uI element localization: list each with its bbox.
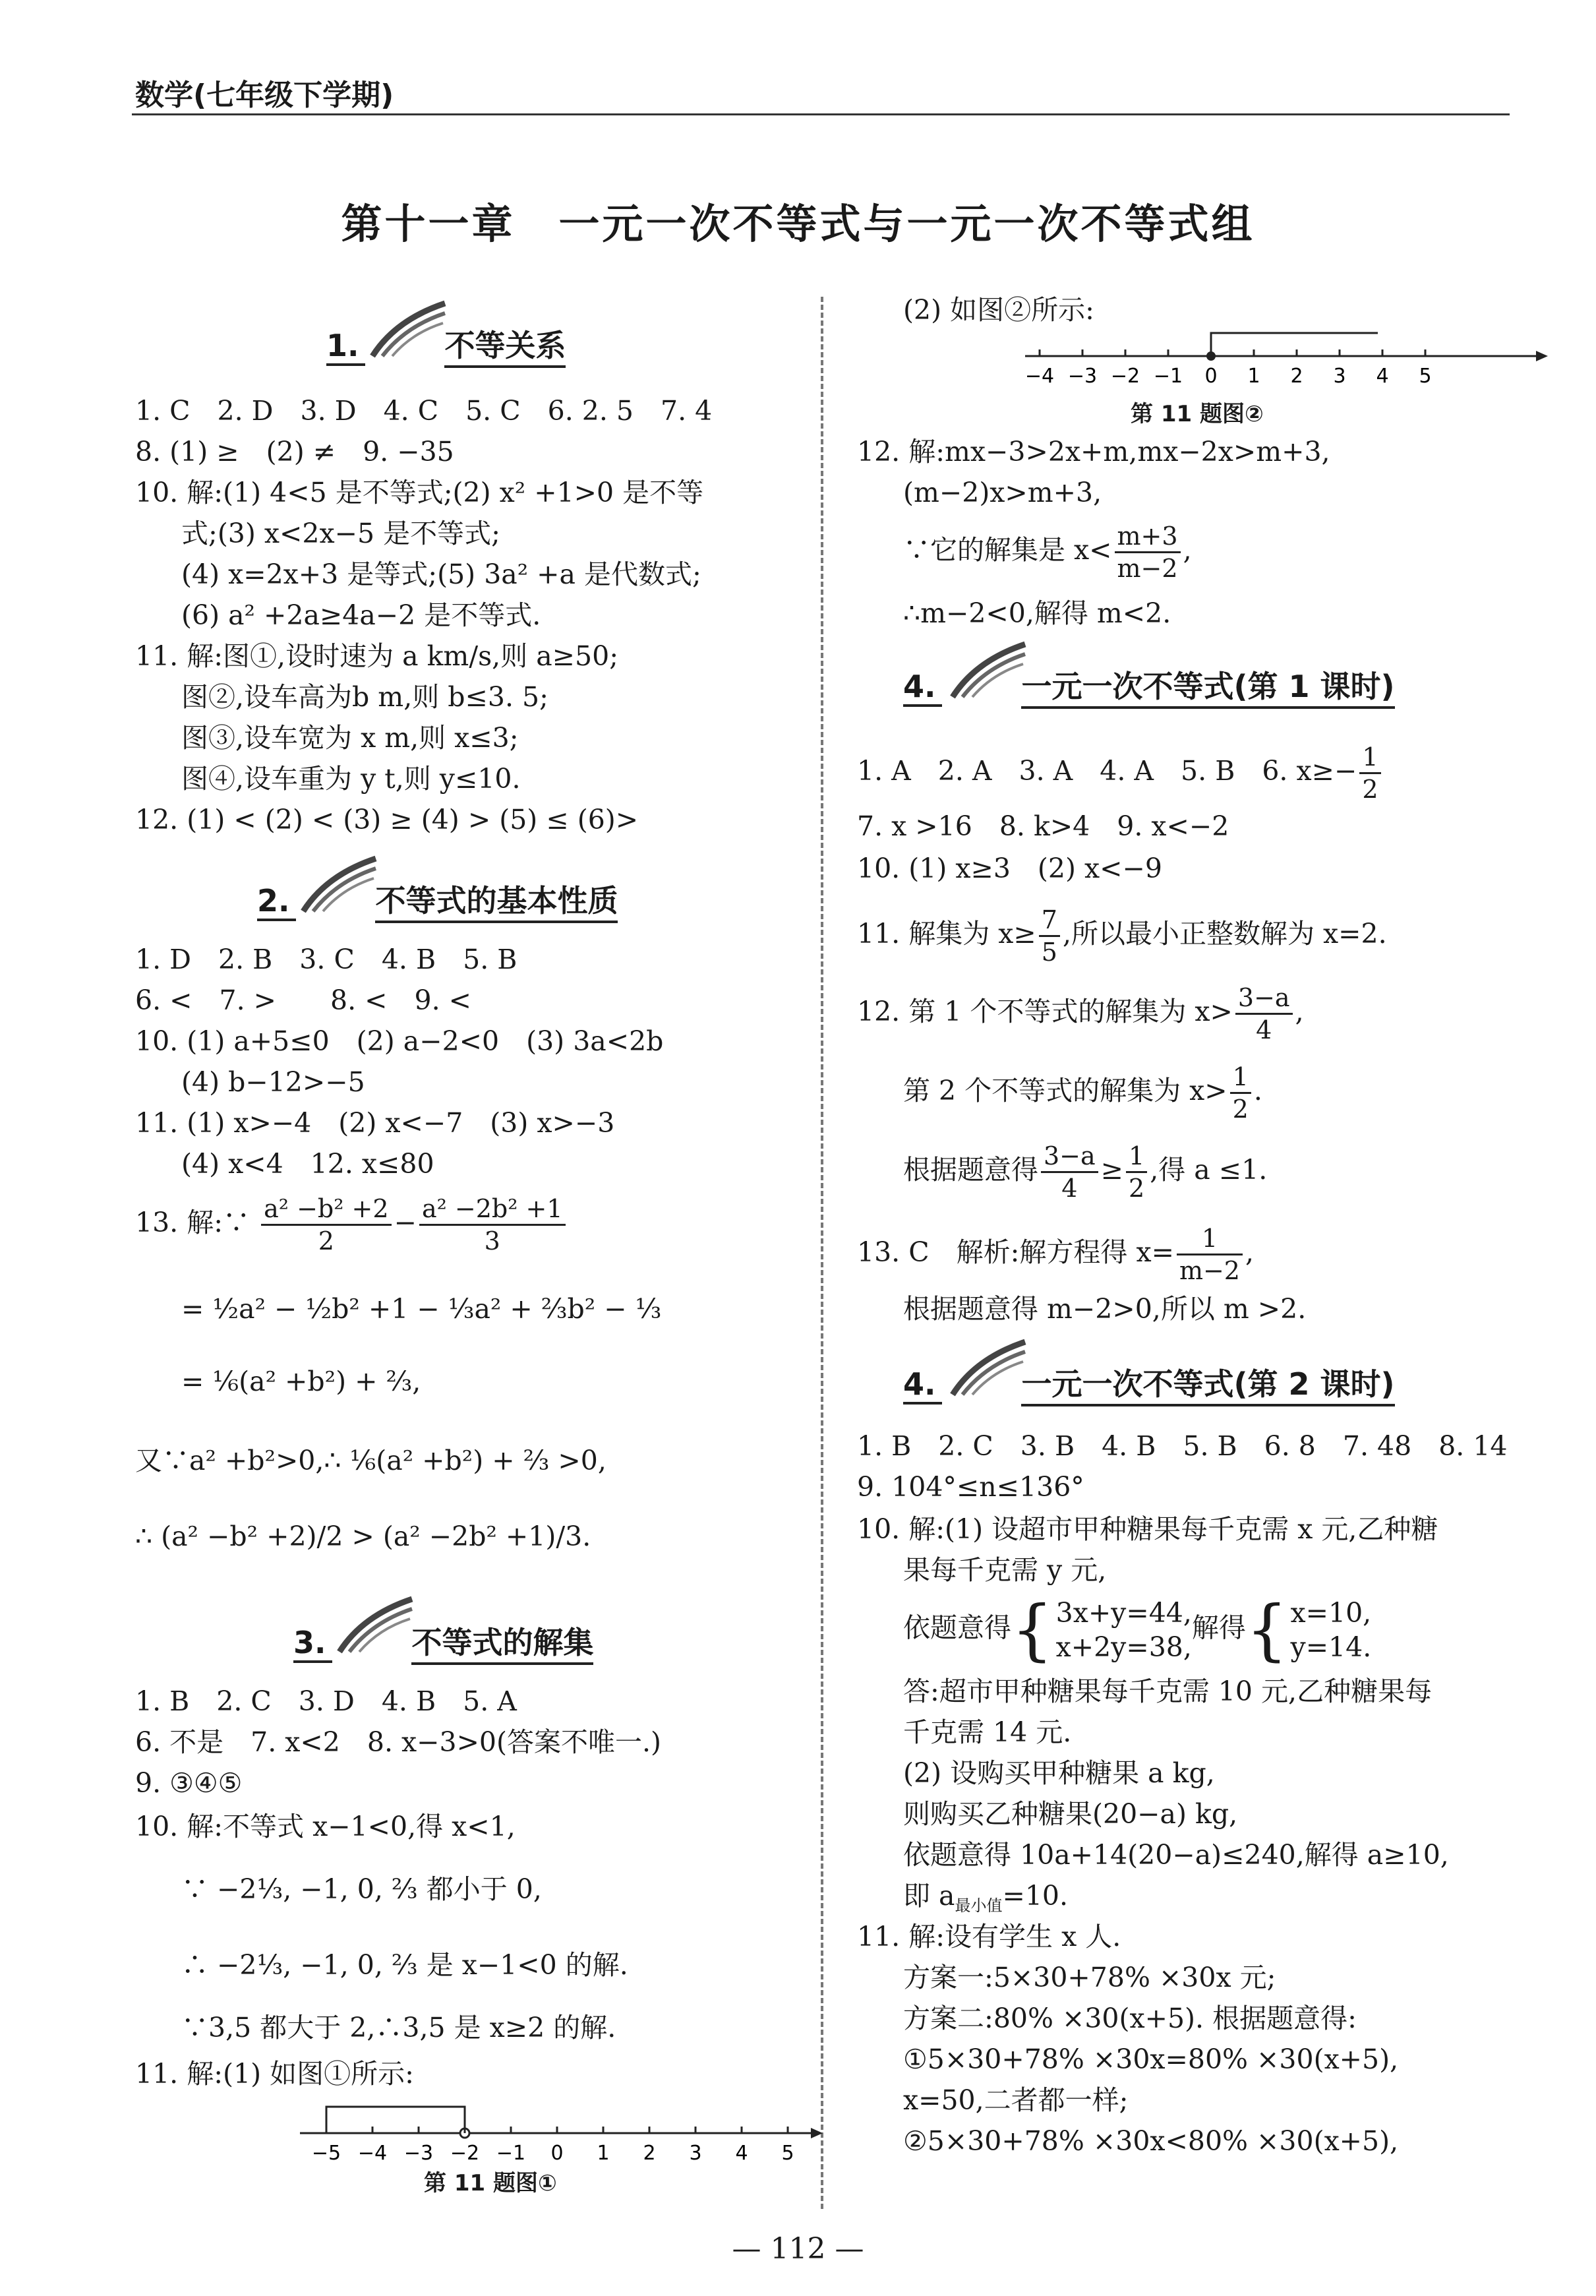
answer-line: 10. 解:不等式 x−1<0,得 x<1, xyxy=(135,1811,516,1842)
axis-tick-label: 2 xyxy=(1290,365,1303,388)
section-title: 一元一次不等式(第 2 课时) xyxy=(1021,1360,1394,1406)
text: 根据题意得 xyxy=(903,1154,1038,1186)
denominator: m−2 xyxy=(1117,554,1178,583)
chapter-title: 第十一章 一元一次不等式与一元一次不等式组 xyxy=(341,200,1255,248)
subscript: 最小值 xyxy=(955,1896,1003,1916)
equation: x+2y=38, xyxy=(1055,1631,1192,1663)
brace-icon: { xyxy=(1011,1591,1053,1668)
answer-line: (2) 如图②所示: xyxy=(903,294,1094,326)
numerator: 1 xyxy=(1177,1223,1243,1255)
swoosh-icon xyxy=(300,855,379,915)
numerator: 1 xyxy=(1359,742,1380,774)
fraction xyxy=(419,1193,566,1256)
swoosh-icon xyxy=(369,300,448,359)
text: 11. 解集为 x≥ xyxy=(857,918,1036,950)
column-divider xyxy=(821,297,823,2209)
numerator: 3−a xyxy=(1235,982,1293,1015)
axis-tick-label: 1 xyxy=(1247,365,1260,388)
denominator: 2 xyxy=(1129,1174,1145,1203)
text: , xyxy=(1295,996,1304,1027)
answer-line: 答:超市甲种糖果每千克需 10 元,乙种糖果每 xyxy=(903,1676,1433,1707)
numerator: 1 xyxy=(1230,1062,1251,1094)
answer-line: ①5×30+78% ×30x=80% ×30(x+5), xyxy=(903,2043,1399,2075)
answer-line: 方案一:5×30+78% ×30x 元; xyxy=(903,1962,1276,1993)
answer-line: 9. ③④⑤ xyxy=(135,1767,243,1799)
numerator: a² −2b² +1 xyxy=(419,1193,566,1226)
answer-line: ∴ −2⅓, −1, 0, ⅔ 是 x−1<0 的解. xyxy=(181,1949,628,1981)
answer-line: ∴m−2<0,解得 m<2. xyxy=(903,597,1171,629)
solution-bracket xyxy=(326,2107,465,2133)
swoosh-icon xyxy=(949,1339,1028,1398)
numerator: a² −b² +2 xyxy=(261,1193,391,1226)
section-number: 4. xyxy=(903,1366,942,1405)
answer-line: 图③,设车宽为 x m,则 x≤3; xyxy=(181,722,519,754)
text: ,所以最小正整数解为 x=2. xyxy=(1062,918,1387,950)
answer-line: 式;(3) x<2x−5 是不等式; xyxy=(181,518,500,549)
equation: 3x+y=44, xyxy=(1055,1597,1192,1629)
text: =10. xyxy=(1002,1880,1069,1912)
text: ,得 a ≤1. xyxy=(1150,1154,1268,1186)
section-title: 不等式的解集 xyxy=(411,1619,593,1665)
answer-line: 果每千克需 y 元, xyxy=(903,1554,1107,1586)
answer-line: 图④,设车重为 y t,则 y≤10. xyxy=(181,763,521,795)
fraction xyxy=(1177,1223,1243,1286)
text: 1. A 2. A 3. A 4. A 5. B 6. x≥− xyxy=(857,755,1357,787)
text: 解得 xyxy=(1191,1612,1246,1644)
fraction xyxy=(261,1193,391,1256)
axis-tick-label: 2 xyxy=(643,2142,656,2165)
denominator: 3 xyxy=(484,1226,500,1255)
equation-line xyxy=(903,1062,1262,1124)
equation: y=14. xyxy=(1290,1631,1372,1663)
book-title: 数学(七年级下学期) xyxy=(135,78,394,112)
denominator: 5 xyxy=(1041,938,1057,967)
text: 依题意得 xyxy=(903,1612,1011,1644)
swoosh-icon xyxy=(336,1596,415,1655)
answer-line: x=50,二者都一样; xyxy=(903,2084,1129,2116)
page-number: — 112 — xyxy=(732,2232,864,2266)
answer-line: 6. < 7. > 8. < 9. < xyxy=(135,984,472,1016)
axis-tick-label: 5 xyxy=(1419,365,1432,388)
equation-system xyxy=(1291,1596,1372,1664)
equation-line: 又∵a² +b²>0,∴ ⅙(a² +b²) + ⅔ >0, xyxy=(135,1445,606,1476)
axis-tick-label: 5 xyxy=(781,2142,794,2165)
answer-line: 12. (1) < (2) < (3) ≥ (4) > (5) ≤ (6)> xyxy=(135,804,639,835)
number-line-figure-1 xyxy=(297,2094,824,2166)
brace-icon: { xyxy=(1245,1591,1288,1668)
answer-line: 10. 解:(1) 4<5 是不等式;(2) x² +1>0 是不等 xyxy=(135,477,704,508)
section-title: 一元一次不等式(第 1 课时) xyxy=(1021,663,1394,709)
answer-line: 11. 解:图①,设时速为 a km/s,则 a≥50; xyxy=(135,640,619,672)
denominator: 2 xyxy=(318,1226,334,1255)
solution-ray xyxy=(1211,333,1378,356)
numerator: m+3 xyxy=(1115,521,1181,553)
answer-line: 1. C 2. D 3. D 4. C 5. C 6. 2. 5 7. 4 xyxy=(135,395,713,427)
text: 即 a xyxy=(903,1880,955,1912)
answer-line: (6) a² +2a≥4a−2 是不等式. xyxy=(181,599,541,631)
answer-line: 8. (1) ≥ (2) ≠ 9. −35 xyxy=(135,436,454,468)
axis-tick-label: −1 xyxy=(1153,365,1183,388)
axis-tick-label: −4 xyxy=(357,2142,388,2165)
axis-tick-label: 4 xyxy=(1376,365,1389,388)
equation: x=10, xyxy=(1290,1597,1372,1629)
answer-line: 10. 解:(1) 设超市甲种糖果每千克需 x 元,乙种糖 xyxy=(857,1513,1438,1545)
equation-line: = ½a² − ½b² +1 − ⅓a² + ⅔b² − ⅓ xyxy=(181,1293,662,1325)
text: 13. 解:∵ xyxy=(135,1207,251,1238)
answer-line: 1. B 2. C 3. B 4. B 5. B 6. 8 7. 48 8. 14 xyxy=(857,1430,1508,1462)
answer-line: 1. D 2. B 3. C 4. B 5. B xyxy=(135,944,517,975)
equation-line xyxy=(857,905,1387,967)
denominator: m−2 xyxy=(1179,1256,1240,1285)
answer-line: ∵ −2⅓, −1, 0, ⅔ 都小于 0, xyxy=(181,1873,542,1905)
fraction xyxy=(1359,742,1380,804)
numerator: 3−a xyxy=(1041,1141,1098,1173)
answer-line: 方案二:80% ×30(x+5). 根据题意得: xyxy=(903,2003,1357,2034)
header-rule xyxy=(132,113,1510,115)
answer-line: ②5×30+78% ×30x<80% ×30(x+5), xyxy=(903,2125,1399,2157)
denominator: 4 xyxy=(1061,1174,1078,1203)
fraction xyxy=(1230,1062,1251,1124)
answer-line: 图②,设车高为b m,则 b≤3. 5; xyxy=(181,681,548,713)
answer-line: 依题意得 10a+14(20−a)≤240,解得 a≥10, xyxy=(903,1839,1449,1871)
answer-line: 9. 104°≤n≤136° xyxy=(857,1471,1084,1503)
numerator: 7 xyxy=(1039,905,1060,937)
answer-line: (4) x=2x+3 是等式;(5) 3a² +a 是代数式; xyxy=(181,559,701,590)
axis-tick-label: 0 xyxy=(550,2142,564,2165)
section-title: 不等式的基本性质 xyxy=(375,877,618,923)
fraction xyxy=(1235,982,1293,1045)
axis-tick-label: −3 xyxy=(1067,365,1098,388)
answer-line: 千克需 14 元. xyxy=(903,1716,1072,1748)
equation-system-line xyxy=(903,1591,1372,1668)
axis-tick-label: 1 xyxy=(597,2142,610,2165)
fraction xyxy=(1039,905,1060,967)
equation-line: = ⅙(a² +b²) + ⅔, xyxy=(181,1366,421,1397)
answer-line xyxy=(903,1879,1068,1922)
figure-caption: 第 11 题图② xyxy=(1131,401,1264,427)
equation-line xyxy=(903,521,1192,584)
equation-system xyxy=(1056,1596,1192,1664)
answer-line: 10. (1) a+5≤0 (2) a−2<0 (3) 3a<2b xyxy=(135,1025,664,1057)
denominator: 2 xyxy=(1232,1095,1249,1124)
axis-tick-label: −1 xyxy=(496,2142,526,2165)
fraction xyxy=(1041,1141,1098,1203)
axis-tick-label: −4 xyxy=(1024,365,1055,388)
operator: ≥ xyxy=(1100,1154,1124,1186)
denominator: 4 xyxy=(1256,1015,1272,1044)
text: ∵它的解集是 x< xyxy=(903,534,1112,566)
answer-line: 7. x >16 8. k>4 9. x<−2 xyxy=(857,810,1229,842)
answer-line: ∵3,5 都大于 2,∴3,5 是 x≥2 的解. xyxy=(181,2012,616,2043)
answer-line: (4) b−12>−5 xyxy=(181,1066,365,1098)
figure-caption: 第 11 题图① xyxy=(424,2170,557,2196)
axis-tick-label: 3 xyxy=(1333,365,1346,388)
axis-tick-label: 0 xyxy=(1204,365,1218,388)
numerator: 1 xyxy=(1126,1141,1147,1173)
axis-tick-label: −3 xyxy=(403,2142,434,2165)
answer-line: 6. 不是 7. x<2 8. x−3>0(答案不唯一.) xyxy=(135,1726,662,1758)
text: . xyxy=(1253,1075,1262,1106)
fraction xyxy=(1126,1141,1147,1203)
axis-tick-label: −2 xyxy=(1110,365,1140,388)
answer-line: 12. 解:mx−3>2x+m,mx−2x>m+3, xyxy=(857,436,1330,468)
axis-tick-label: 4 xyxy=(735,2142,748,2165)
equation-line xyxy=(857,982,1304,1045)
number-line-figure-2 xyxy=(1022,326,1589,392)
text: 12. 第 1 个不等式的解集为 x> xyxy=(857,996,1233,1027)
text: 第 2 个不等式的解集为 x> xyxy=(903,1075,1227,1106)
section-number: 2. xyxy=(257,883,296,921)
equation-line xyxy=(135,1193,568,1256)
fraction xyxy=(1115,521,1181,584)
answer-line: 11. 解:(1) 如图①所示: xyxy=(135,2058,414,2090)
answer-line: 则购买乙种糖果(20−a) kg, xyxy=(903,1798,1238,1830)
answer-line: 11. 解:设有学生 x 人. xyxy=(857,1921,1121,1952)
answer-line: (m−2)x>m+3, xyxy=(903,477,1102,508)
answer-line: (4) x<4 12. x≤80 xyxy=(181,1148,434,1180)
operator: − xyxy=(394,1207,417,1238)
swoosh-icon xyxy=(949,641,1028,700)
section-number: 1. xyxy=(326,328,365,366)
text: 13. C 解析:解方程得 x= xyxy=(857,1236,1174,1268)
axis-tick-label: −2 xyxy=(450,2142,480,2165)
answer-line: 根据题意得 m−2>0,所以 m >2. xyxy=(903,1293,1307,1325)
equation-line xyxy=(903,1141,1267,1203)
answer-line: 10. (1) x≥3 (2) x<−9 xyxy=(857,853,1162,884)
equation-line xyxy=(857,1223,1254,1286)
text: , xyxy=(1245,1236,1255,1268)
equation-line xyxy=(857,742,1384,804)
equation-line: ∴ (a² −b² +2)/2 > (a² −2b² +1)/3. xyxy=(135,1521,591,1552)
section-number: 4. xyxy=(903,669,942,707)
section-title: 不等关系 xyxy=(444,322,566,368)
section-number: 3. xyxy=(293,1625,332,1663)
answer-line: (2) 设购买甲种糖果 a kg, xyxy=(903,1757,1215,1789)
denominator: 2 xyxy=(1362,775,1378,804)
axis-tick-label: 3 xyxy=(689,2142,702,2165)
text: , xyxy=(1183,534,1192,566)
answer-line: 11. (1) x>−4 (2) x<−7 (3) x>−3 xyxy=(135,1107,615,1139)
answer-line: 1. B 2. C 3. D 4. B 5. A xyxy=(135,1685,517,1717)
axis-tick-label: −5 xyxy=(311,2142,341,2165)
